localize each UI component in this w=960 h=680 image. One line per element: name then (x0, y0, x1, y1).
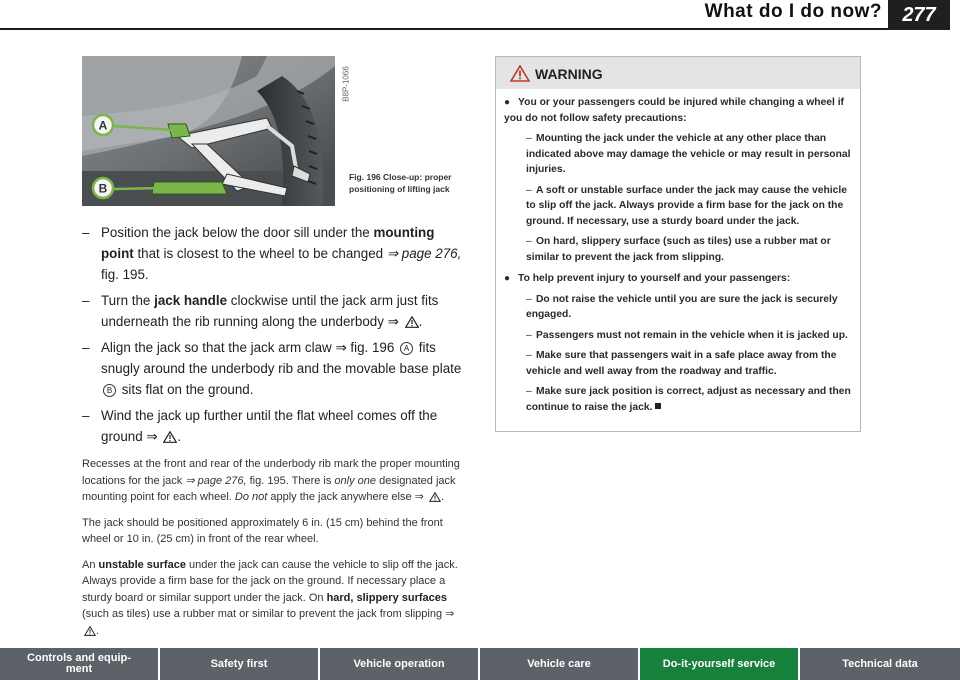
page-number: 277 (888, 0, 950, 30)
warning-sub-item: – Do not raise the vehicle until you are sure the jack is securely engaged. (526, 293, 838, 320)
nav-tab-safety[interactable]: Safety first (160, 648, 320, 680)
callout-b-marker: B (103, 384, 116, 397)
step-4: – Wind the jack up further until the flat wheel comes off the ground ⇒ . (82, 408, 438, 444)
figure-code: B8P-1066 (341, 66, 351, 102)
warning-triangle-icon (510, 65, 530, 82)
paragraph-position: The jack should be positioned approximately 6 in. (15 cm) behind the front wheel or 10 in. (25 cm) in front of the rear wheel. (82, 516, 443, 545)
instruction-column (82, 222, 468, 639)
paragraph-recesses: Recesses at the front and rear of the underbody rib mark the proper mounting locations for the jack ⇒ page 276, fig. 195. There is only one designated jack mounting point for each wheel. Do not apply the jack anywhere else ⇒ . (82, 458, 460, 503)
page-reference-link[interactable]: ⇒ page 276, (386, 246, 462, 261)
warning-sub-item: – Make sure jack position is correct, adjust as necessary and then continue to raise the jack. (526, 386, 851, 413)
warning-bullet-2: ● To help prevent injury to yourself and your passengers: (504, 273, 791, 284)
step-2: – Turn the jack handle clockwise until the jack arm just fits underneath the rib running along the underbody ⇒ . (82, 293, 439, 329)
warning-header (496, 57, 860, 89)
chapter-nav (0, 648, 960, 680)
step-3: – Align the jack so that the jack arm claw ⇒ fig. 196 A fits snugly around the underbody rib and the movable base plate B sits flat on the ground. (82, 340, 462, 397)
warning-title: WARNING (535, 66, 603, 82)
warning-sub-item: – Passengers must not remain in the vehicle when it is jacked up. (526, 329, 848, 341)
page-title: What do I do now? (704, 1, 882, 22)
warning-sub-item: – Make sure that passengers wait in a safe place away from the vehicle and well away from the roadway and traffic. (526, 350, 837, 377)
warning-box (495, 56, 861, 432)
callout-a-marker: A (400, 342, 413, 355)
nav-tab-controls[interactable]: Controls and equip- ment (0, 648, 160, 680)
warning-icon (429, 492, 441, 502)
figure-caption: Fig. 196 Close-up: proper positioning of lifting jack (349, 172, 452, 194)
nav-tab-vehicle-care[interactable]: Vehicle care (480, 648, 640, 680)
section-end-mark (655, 403, 661, 409)
jack-figure (82, 56, 335, 206)
warning-icon (405, 316, 419, 328)
callout-b: B (98, 181, 108, 196)
nav-tab-diy-service[interactable]: Do-it-yourself service (640, 648, 800, 680)
jack-illustration (82, 56, 335, 206)
callout-a: A (98, 118, 108, 133)
warning-bullet-1: ● You or your passengers could be injured while changing a wheel if you do not follow safety precautions: (504, 97, 844, 124)
page-reference-link[interactable]: ⇒ page 276, (185, 474, 247, 487)
paragraph-surface: An unstable surface under the jack can cause the vehicle to slip off the jack. Always provide a firm base for the jack on the ground. If necessary place a sturdy board or similar support under the jack. On hard, slippery surfaces (such as tiles) use a rubber mat or similar to prevent the jack from slipping ⇒ . (82, 558, 458, 637)
warning-icon (163, 431, 177, 443)
warning-sub-item: – A soft or unstable surface under the jack may cause the vehicle to slip off the jack. Always provide a firm base for the jack on the ground. If necessary, use a sturdy board under the jack. (526, 184, 847, 227)
warning-sub-item: – On hard, slippery surface (such as tiles) use a rubber mat or similar to prevent the jack from slipping. (526, 236, 831, 263)
warning-sub-item: – Mounting the jack under the vehicle at any other place than indicated above may damage the vehicle or may result in personal injuries. (526, 133, 851, 175)
step-1: – Position the jack below the door sill under the mounting point that is closest to the wheel to be changed ⇒ page 276, fig. 195. (82, 225, 462, 282)
header-rule (0, 28, 890, 30)
warning-icon (84, 626, 96, 636)
warning-body (496, 89, 860, 415)
nav-tab-vehicle-operation[interactable]: Vehicle operation (320, 648, 480, 680)
nav-tab-technical-data[interactable]: Technical data (800, 648, 960, 680)
